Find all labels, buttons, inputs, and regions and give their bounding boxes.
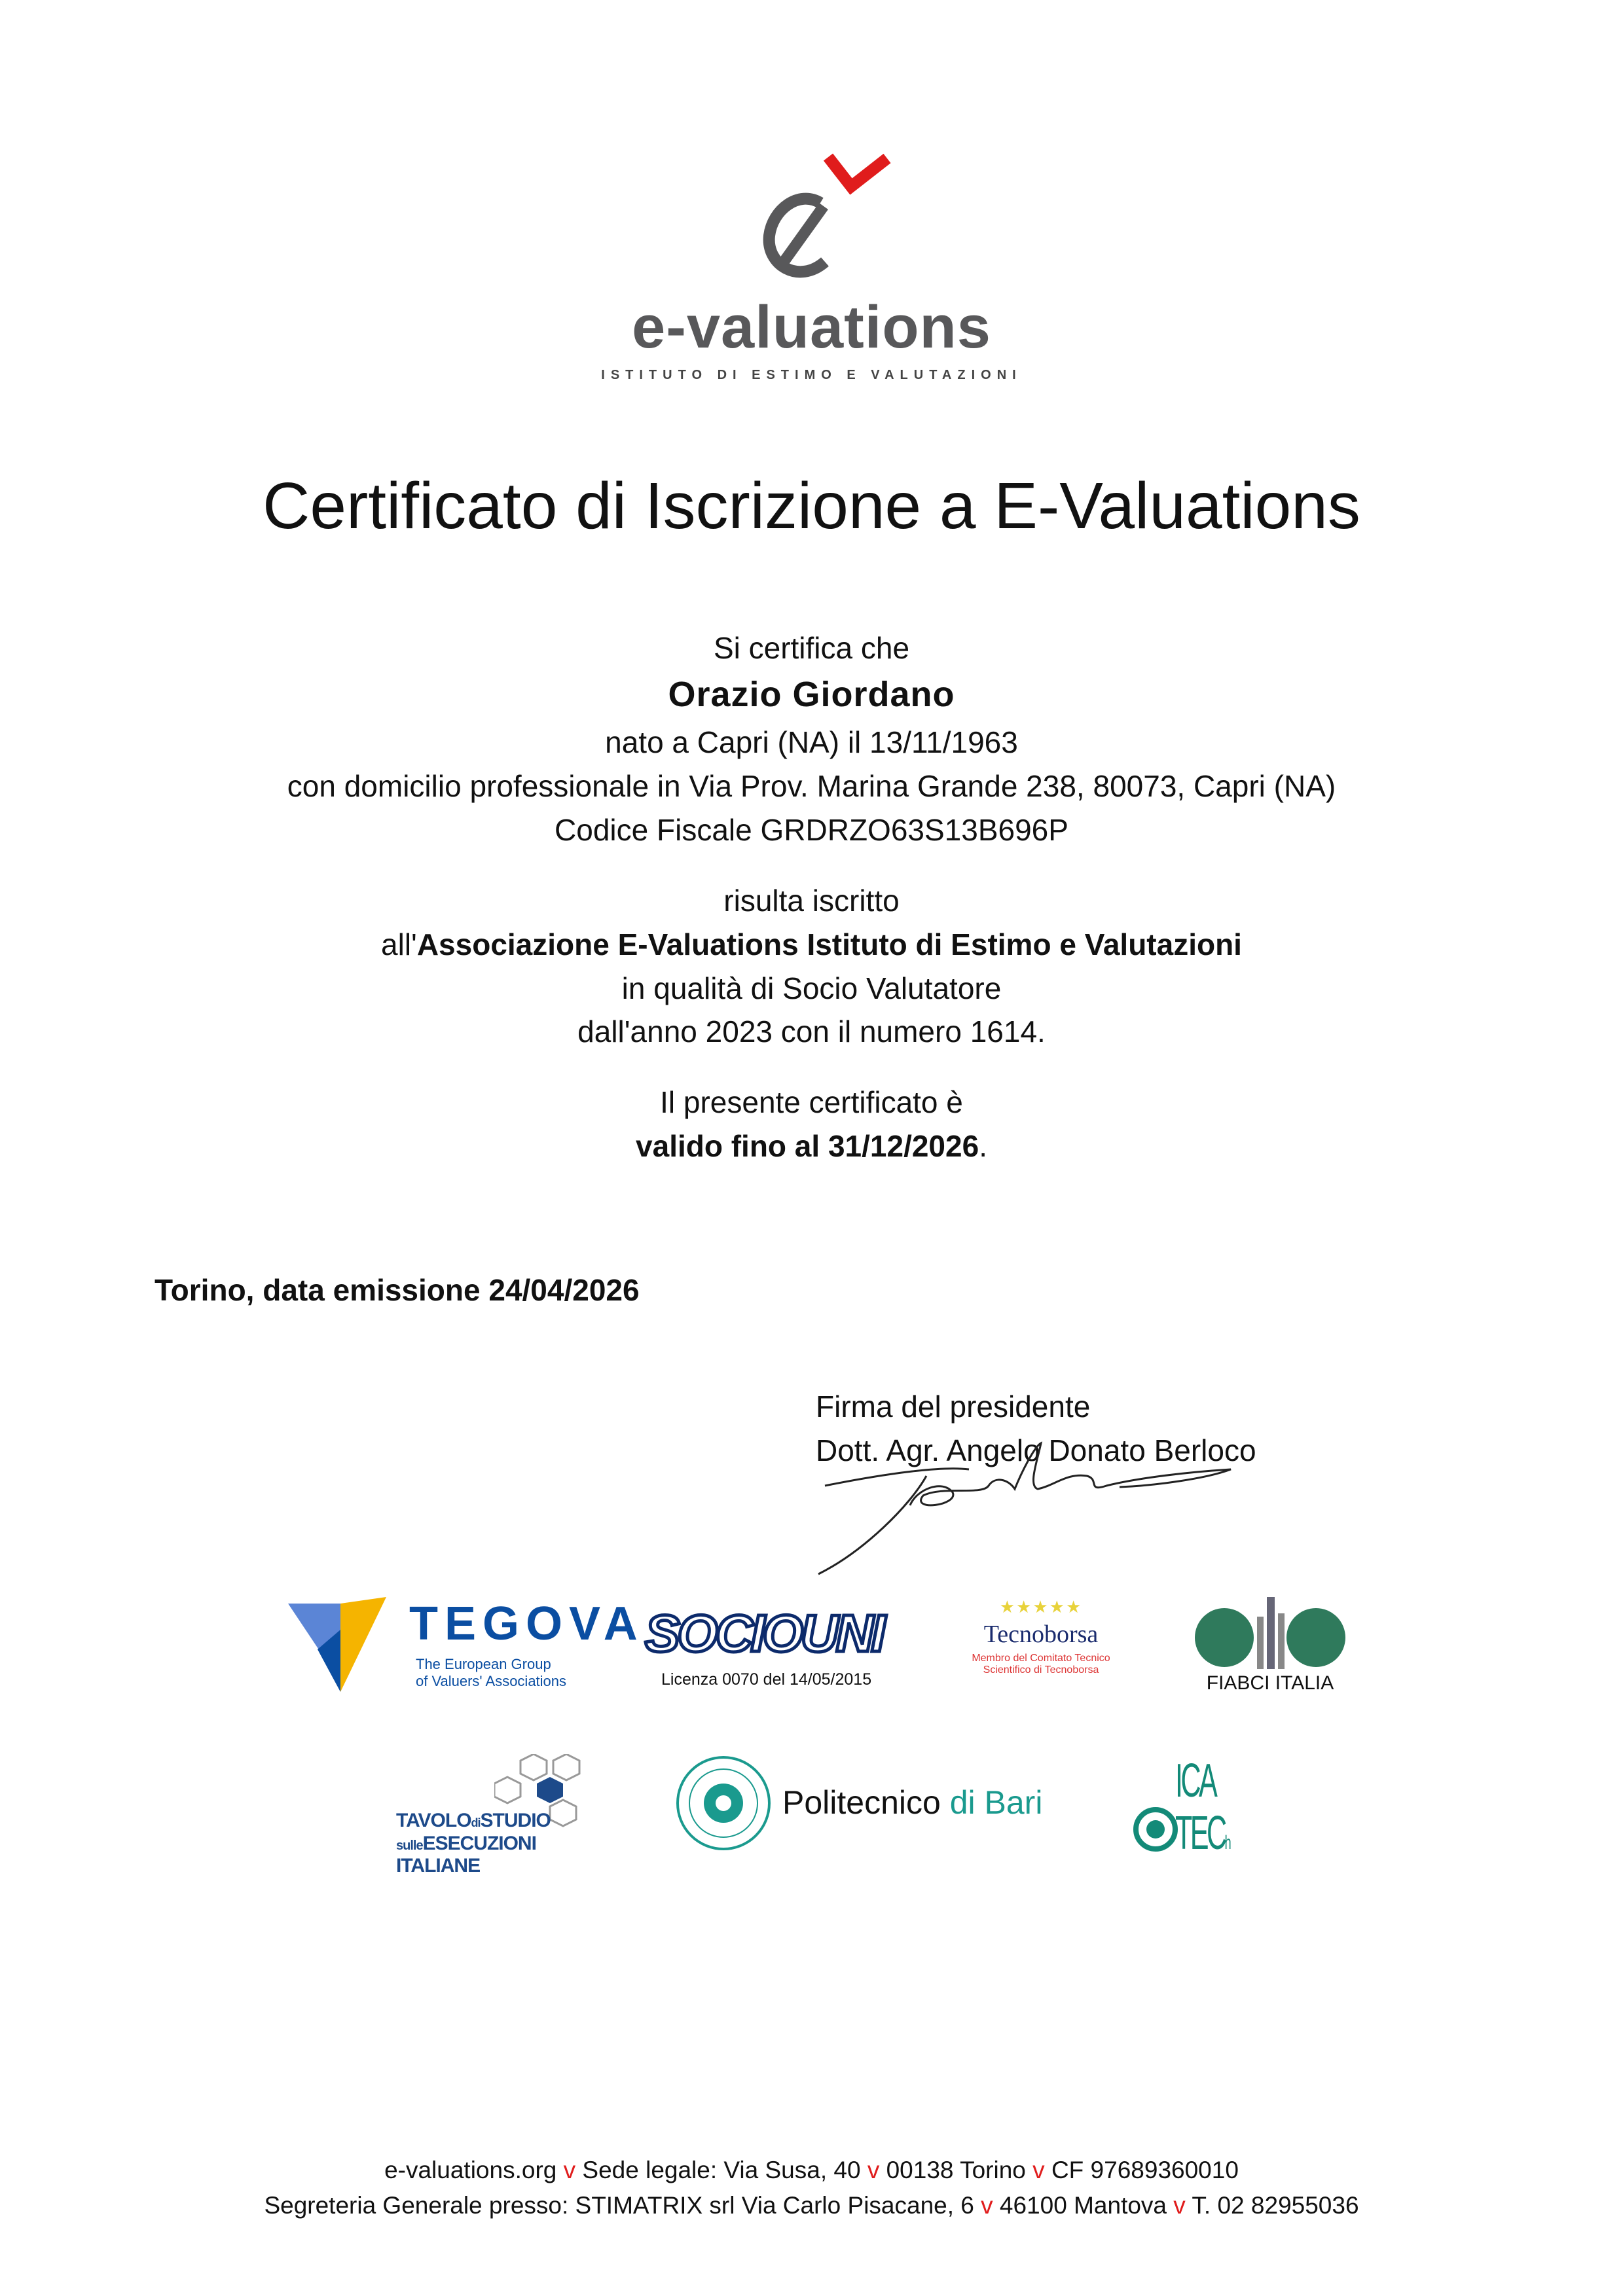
footer-website[interactable]: e-valuations.org	[384, 2157, 557, 2183]
poliba-politecnico: Politecnico	[782, 1784, 941, 1821]
member-role: in qualità di Socio Valutatore	[621, 971, 1002, 1005]
poliba-di-bari: di Bari	[949, 1784, 1043, 1821]
member-since: dall'anno 2023 con il numero 1614.	[577, 1014, 1046, 1049]
validity-line	[0, 1124, 1623, 1168]
tavolo-line2	[396, 1833, 612, 1877]
tegova-line2: of Valuers' Associations	[416, 1673, 567, 1689]
separator-icon: v	[563, 2157, 576, 2183]
fiabci-logo	[1192, 1597, 1349, 1695]
tecnoborsa-logo	[949, 1597, 1133, 1695]
gear-icon	[1133, 1806, 1178, 1852]
separator-icon: v	[1173, 2192, 1186, 2219]
dicatech-top: ICA	[1175, 1755, 1216, 1807]
dicatech-tec: TEC	[1175, 1807, 1225, 1859]
tavolo-word: TAVOLO	[396, 1810, 471, 1831]
globes-icon	[1195, 1597, 1345, 1669]
footer-secretariat-city: 46100 Mantova	[999, 2192, 1167, 2219]
tegova-logo	[288, 1597, 644, 1695]
association-prefix: all'	[381, 927, 417, 961]
tecnoborsa-line2: Scientifico di Tecnoborsa	[983, 1664, 1099, 1676]
poliba-seal-icon	[674, 1754, 773, 1852]
tavolo-esecuzioni: ESECUZIONI ITALIANE	[396, 1833, 536, 1876]
dicatech-h: h	[1224, 1832, 1230, 1854]
tavolo-sulle: sulle	[396, 1839, 423, 1853]
tegova-v-icon	[288, 1597, 393, 1695]
footer-line-2	[0, 2192, 1623, 2219]
page-title: Certificato di Iscrizione a E-Valuations	[263, 469, 1360, 543]
association-name: Associazione E-Valuations Istituto di Estimo e Valutazioni	[416, 927, 1242, 961]
enrolled-text: risulta iscritto	[723, 884, 900, 918]
fiabci-name: FIABCI ITALIA	[1206, 1672, 1334, 1694]
validity-date: valido fino al 31/12/2026	[636, 1129, 979, 1163]
tecnoborsa-line1: Membro del Comitato Tecnico	[972, 1653, 1110, 1664]
tax-code: Codice Fiscale GRDRZO63S13B696P	[555, 813, 1068, 847]
holder-name: Orazio Giordano	[668, 675, 955, 714]
association-line	[0, 923, 1623, 966]
separator-icon: v	[1032, 2157, 1045, 2183]
poliba-name	[782, 1784, 1042, 1821]
tavolo-studio: STUDIO	[480, 1810, 551, 1831]
sociouni-license: Licenza 0070 del 14/05/2015	[661, 1670, 872, 1689]
signature-scribble	[812, 1433, 1257, 1584]
footer-secretariat: Segreteria Generale presso: STIMATRIX srl Via Carlo Pisacane, 6	[264, 2192, 974, 2219]
sociouni-name: SOCIOUNI	[645, 1604, 883, 1662]
tavolo-studio-logo	[396, 1754, 612, 1876]
signature-label: Firma del presidente	[816, 1390, 1091, 1424]
footer-cf: CF 97689360010	[1051, 2157, 1239, 2183]
footer-legal-seat: Sede legale: Via Susa, 40	[582, 2157, 861, 2183]
logo-wordmark: e-valuations	[632, 294, 991, 361]
separator-icon: v	[981, 2192, 993, 2219]
tavolo-di: di	[471, 1816, 481, 1829]
validity-period: .	[979, 1129, 987, 1163]
footer-line-1	[0, 2157, 1623, 2184]
e-valuations-logo-mark	[753, 151, 903, 288]
footer-city: 00138 Torino	[886, 2157, 1026, 2183]
logo-tagline: ISTITUTO DI ESTIMO E VALUTAZIONI	[601, 368, 1022, 382]
issue-place-date: Torino, data emissione 24/04/2026	[155, 1273, 640, 1307]
tegova-name: TEGOVA	[409, 1598, 644, 1650]
separator-icon: v	[867, 2157, 880, 2183]
tecnoborsa-name: Tecnoborsa	[983, 1621, 1099, 1648]
validity-intro: Il presente certificato è	[660, 1085, 963, 1119]
intro-text: Si certifica che	[713, 631, 910, 665]
dicatech-bottom	[1175, 1806, 1229, 1860]
footer-phone: T. 02 82955036	[1192, 2192, 1359, 2219]
tegova-line1: The European Group	[416, 1656, 551, 1672]
birth-info: nato a Capri (NA) il 13/11/1963	[605, 725, 1018, 759]
sociouni-logo	[642, 1597, 890, 1695]
politecnico-bari-logo	[674, 1754, 1067, 1852]
stars-icon: ★★★★★	[999, 1597, 1083, 1617]
domicile-info: con domicilio professionale in Via Prov. Marina Grande 238, 80073, Capri (NA)	[287, 769, 1336, 803]
tavolo-line1	[396, 1810, 551, 1832]
dicatech-logo	[1133, 1754, 1244, 1859]
signature-name: Dott. Agr. Angelo Donato Berloco	[816, 1433, 1256, 1467]
